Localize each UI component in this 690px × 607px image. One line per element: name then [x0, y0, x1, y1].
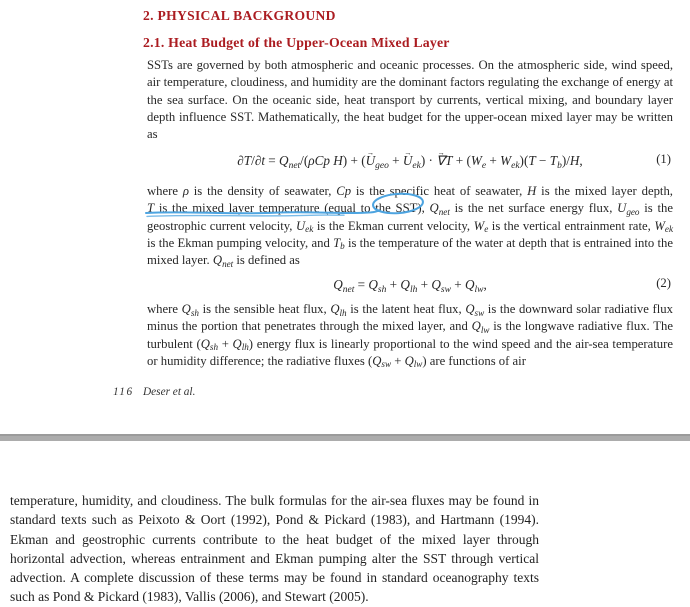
page-divider [0, 434, 690, 441]
equation-1 [147, 150, 673, 172]
equation-2-body: $Q_{net} = Q_{sh} + Q_{lh} + Q_{sw} + Q_{lw}$, [333, 277, 487, 295]
paragraph-intro: SSTs are governed by both atmospheric and oceanic processes. On the atmospheric side, wind speed, air temperature, cloudiness, and humidity are the dominant factors regulating the exchange of energy at the sea surface. On the oceanic side, heat transport by currents, vertical mixing, and boundary layer depth influence SST. Mathematically, the heat budget for the upper-ocean mixed layer may be written as [147, 58, 673, 142]
equation-1-body: $\partial T/\partial t = Q_{net}/(\rho Cp$ H) + (→ $U_{geo}$ + → $U_{ek}$) · → $\nabla T + (W_e + W_{ek})(T - T_b)/H$, [237, 153, 582, 169]
paragraph-variable-definitions [147, 183, 673, 269]
equation-2 [147, 274, 673, 296]
equation-2-number: (2) [656, 276, 671, 290]
subsection-heading: 2.1. Heat Budget of the Upper-Ocean Mixed Layer [143, 35, 450, 50]
running-head: Deser et al. [143, 386, 196, 398]
paragraph-variable-definitions-rest: T is the mixed layer temperature (equal to the SST), $Q_{net}$ is the net surface energy flux, $U_{geo}$ is the geostrophic current velocity, $U_{ek}$ is the Ekman current velocity, $W_e$ is the vertical entrainment rate, $W_{ek}$ is the Ekman pumping velocity, and $T_b$ is the temperature of the water at depth that is entrained into the mixed layer. $Q_{net}$ is defined as [147, 201, 674, 269]
paragraph-flux-definitions: where $Q_{sh}$ is the sensible heat flux, $Q_{lh}$ is the latent heat flux, $Q_{sw}$ is the downward solar radiative flux minus the portion that penetrates through the mixed layer, and $Q_{lw}$ is the longwave radiative flux. The turbulent $(Q_{sh} + Q_{lh})$ energy flux is linearly proportional to the wind speed and the air-sea temperature or humidity difference; the radiative fluxes $(Q_{sw} + Q_{lw})$ are functions of air [147, 302, 674, 370]
page-number: 116 [113, 386, 134, 398]
equation-1-number: (1) [656, 152, 671, 166]
paragraph-continuation: temperature, humidity, and cloudiness. The bulk formulas for the air-sea fluxes may be found in standard texts such as Peixoto & Oort (1992), Pond & Pickard (1983), and Hartmann (1994). Ekman and geostrophic currents contribute to the heat budget of the mixed layer through horizontal advection, whereas entrainment and Ekman pumping alter the SST through vertical advection. A complete discussion of these terms may be found in standard oceanography texts such as Pond & Pickard (1983), Vallis (2006), and Stewart (2005). [10, 493, 539, 605]
paragraph-variable-definitions-line1: where ρ is the density of seawater, Cp is the specific heat of seawater, H is the mixed layer depth, [147, 184, 673, 198]
section-heading: 2. PHYSICAL BACKGROUND [143, 8, 336, 23]
